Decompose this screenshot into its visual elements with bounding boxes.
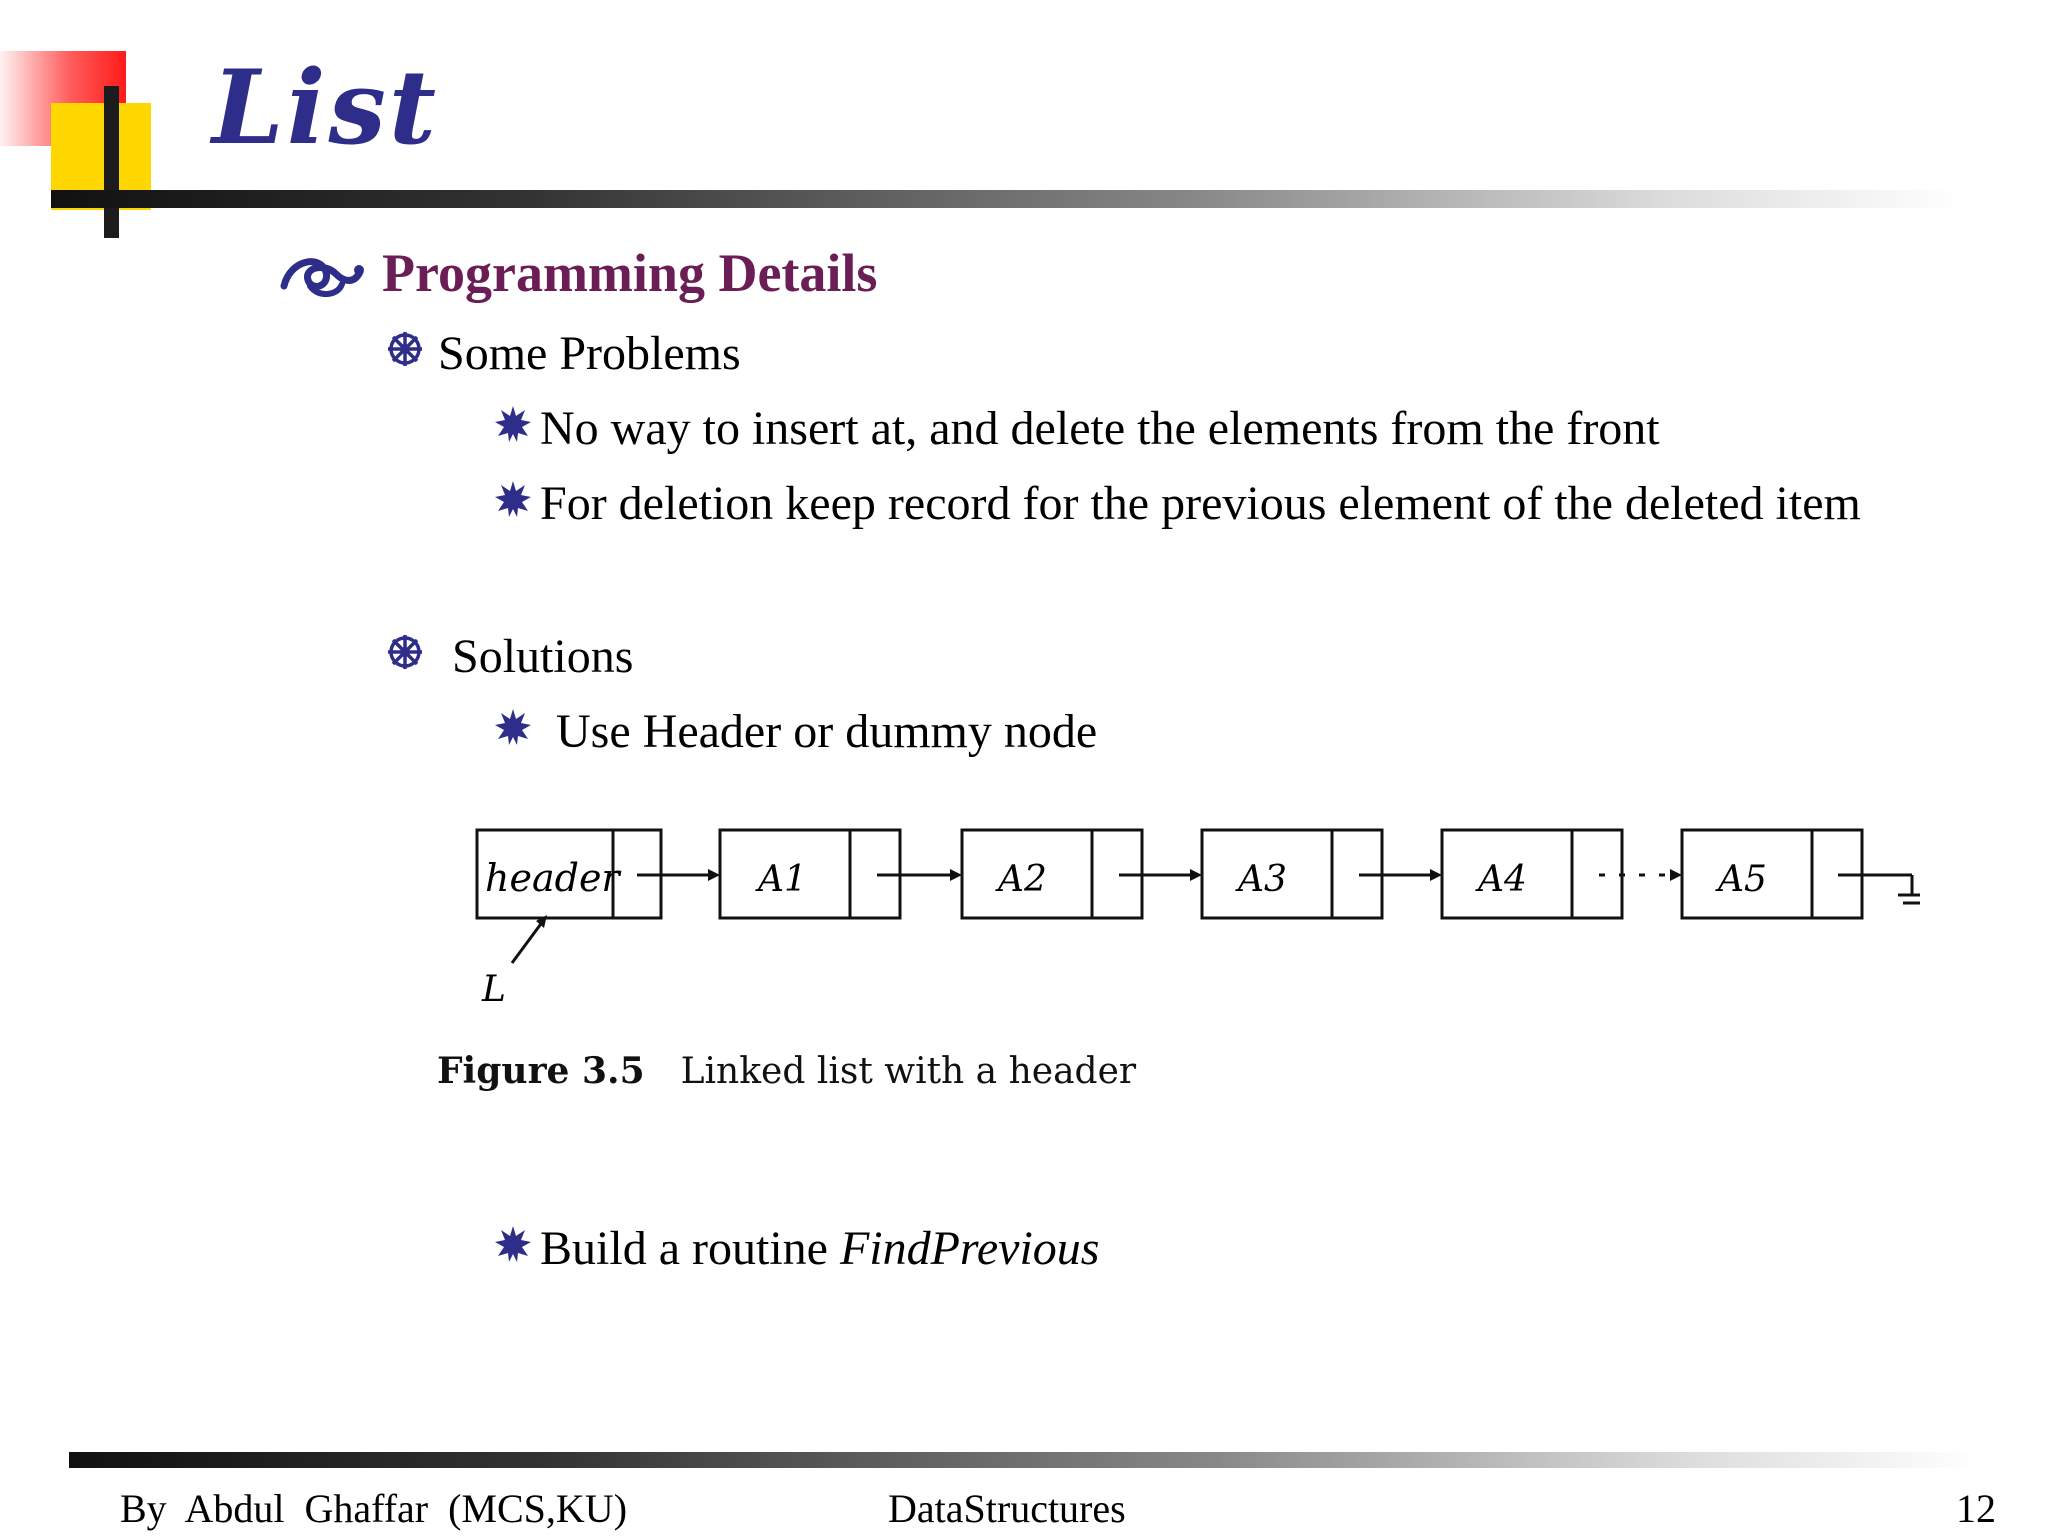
solution-prefix: Build a routine: [540, 1222, 840, 1275]
figure-caption: [437, 1050, 1136, 1092]
problem-item: No way to insert at, and delete the elements from the front: [540, 402, 1660, 455]
title-rule: [51, 190, 1961, 208]
node-label: A5: [1718, 859, 1767, 900]
solution-item: [540, 1222, 1100, 1275]
figure-number: Figure 3.5: [437, 1050, 645, 1092]
node-label: A1: [758, 859, 807, 900]
star-bullet-icon: [494, 708, 534, 748]
routine-name: FindPrevious: [839, 1222, 1100, 1275]
node-label: A2: [998, 859, 1047, 900]
footer-rule: [69, 1452, 1979, 1468]
footer-course: DataStructures: [888, 1486, 1126, 1531]
footer-author: By Abdul Ghaffar (MCS,KU): [120, 1486, 628, 1531]
wheel-bullet-icon: [386, 330, 426, 370]
header-node-label: header: [485, 856, 620, 900]
star-bullet-icon: [494, 1225, 534, 1265]
problem-item: For deletion keep record for the previous element of the deleted item: [540, 477, 1861, 530]
problems-label: Some Problems: [438, 327, 741, 380]
star-bullet-icon: [494, 405, 534, 445]
star-bullet-icon: [494, 480, 534, 520]
node-label: A3: [1238, 859, 1287, 900]
slide-title: List: [212, 48, 440, 168]
solution-item: Use Header or dummy node: [556, 705, 1098, 758]
corner-vertical-bar: [104, 86, 119, 238]
node-label: A4: [1478, 859, 1527, 900]
section-heading: Programming Details: [382, 243, 878, 303]
page-number: 12: [1956, 1486, 1996, 1531]
figure-caption-text: Linked list with a header: [680, 1051, 1137, 1092]
solutions-label: Solutions: [452, 630, 634, 683]
wheel-bullet-icon: [386, 633, 426, 673]
pointer-label: L: [482, 969, 506, 1010]
swirl-bullet-icon: [280, 246, 370, 306]
